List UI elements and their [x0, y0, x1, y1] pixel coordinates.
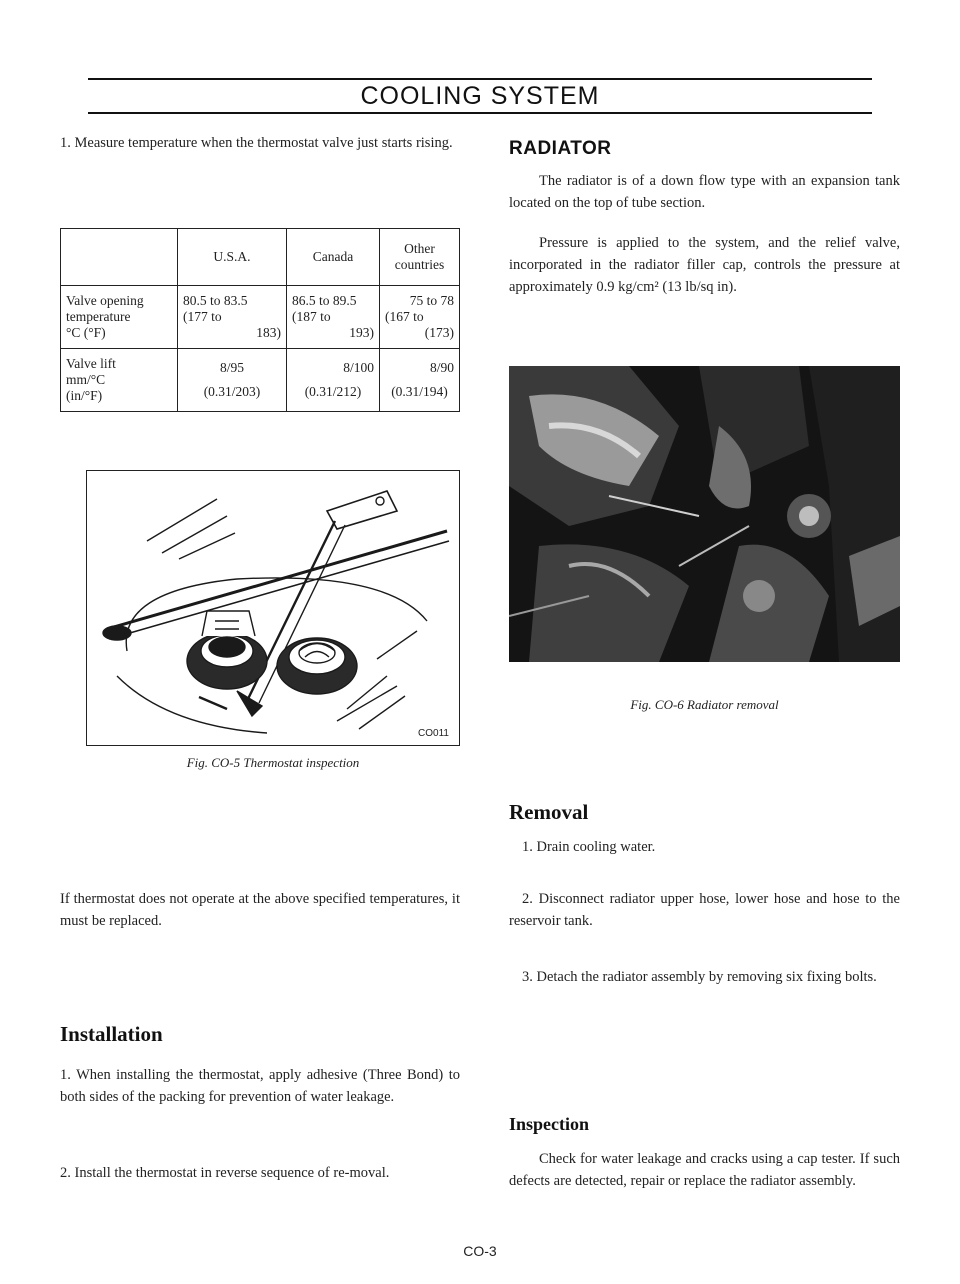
table-row	[61, 349, 460, 412]
table-row	[61, 286, 460, 349]
page-number: CO-3	[463, 1243, 497, 1259]
removal-step-2: 2. Disconnect radiator upper hose, lower hose and hose to the reservoir tank.	[509, 891, 900, 929]
cell-line: Valve lift	[66, 356, 116, 371]
installation-step-1: 1. When installing the thermostat, apply adhesive (Three Bond) to both sides of the packing for prevention of water leakage.	[60, 1067, 460, 1105]
replace-note: If thermostat does not operate at the above specified temperatures, it must be replaced.	[60, 891, 460, 929]
cell-line: 8/100	[343, 360, 374, 375]
cell-line: (in/°F)	[66, 388, 103, 403]
cell-usa-lift	[178, 349, 287, 412]
cell-line: (173)	[424, 325, 454, 340]
header-rule-bottom	[88, 112, 872, 114]
figure-caption-co5: Fig. CO-5 Thermostat inspection	[186, 755, 360, 770]
row-label-valve-opening	[61, 286, 178, 349]
cell-line: 8/95	[219, 360, 244, 375]
cell-line: (177 to	[183, 309, 222, 324]
cell-usa-opening	[178, 286, 287, 349]
figure-code: CO011	[418, 728, 449, 739]
cell-other-lift	[380, 349, 460, 412]
row-label-valve-lift	[61, 349, 178, 412]
inspection-text: Check for water leakage and cracks using a cap tester. If such defects are detected, repair or replace the radiator assembly.	[509, 1151, 900, 1189]
cell-line: 8/90	[429, 360, 454, 375]
cell-line: 193)	[349, 325, 374, 340]
thermostat-spec-table	[60, 228, 460, 412]
table-header-usa: U.S.A.	[178, 229, 287, 286]
cell-line: 75 to 78	[409, 293, 454, 308]
cell-line: 86.5 to 89.5	[292, 293, 357, 308]
radiator-photo-image	[509, 366, 900, 662]
thermostat-drawing	[87, 471, 458, 744]
cell-line: temperature	[66, 309, 131, 324]
cell-other-opening	[380, 286, 460, 349]
table-header-blank	[61, 229, 178, 286]
thermostat-inspection-figure	[86, 470, 460, 746]
cell-line: 80.5 to 83.5	[183, 293, 248, 308]
cell-line: 183)	[256, 325, 281, 340]
cell-line: (0.31/194)	[391, 384, 448, 399]
installation-step-2: 2. Install the thermostat in reverse sequence of re-moval.	[60, 1165, 390, 1181]
cell-line: (187 to	[292, 309, 331, 324]
step-measure-temperature: 1. Measure temperature when the thermostat valve just starts rising.	[60, 135, 453, 151]
page-title: COOLING SYSTEM	[360, 82, 600, 110]
radiator-pressure: Pressure is applied to the system, and the relief valve, incorporated in the radiator filler cap, controls the pressure at approximately 0.9 kg/cm² (13 lb/sq in).	[509, 235, 900, 295]
cell-line: mm/°C	[66, 372, 106, 387]
cell-line: (167 to	[385, 309, 424, 324]
table-header-row	[61, 229, 460, 286]
cell-line: (0.31/203)	[203, 384, 261, 399]
cell-line: Valve opening	[66, 293, 144, 308]
installation-heading: Installation	[60, 1022, 163, 1046]
radiator-description: The radiator is of a down flow type with an expansion tank located on the top of tube section.	[509, 173, 900, 211]
figure-caption-co6: Fig. CO-6 Radiator removal	[630, 697, 779, 712]
cell-line: (0.31/212)	[304, 384, 362, 399]
removal-heading: Removal	[509, 800, 589, 824]
radiator-heading: RADIATOR	[509, 138, 612, 159]
cell-canada-opening	[287, 286, 380, 349]
removal-step-1: 1. Drain cooling water.	[522, 839, 656, 855]
table-header-other: Other countries	[380, 229, 460, 286]
table-header-canada: Canada	[287, 229, 380, 286]
radiator-removal-photo	[509, 366, 900, 662]
header-rule-top	[88, 78, 872, 80]
cell-line: °C (°F)	[66, 325, 106, 340]
inspection-heading: Inspection	[509, 1114, 590, 1134]
cell-canada-lift	[287, 349, 380, 412]
removal-step-3: 3. Detach the radiator assembly by removing six fixing bolts.	[522, 969, 877, 985]
